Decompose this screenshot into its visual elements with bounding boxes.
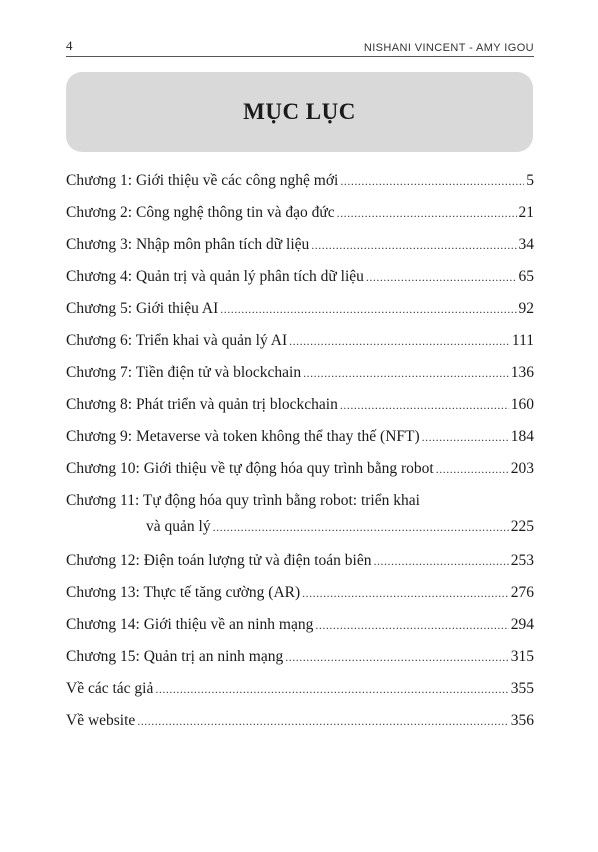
- page-header: [66, 34, 534, 57]
- toc-entry-page: 65: [518, 268, 534, 285]
- toc-entry-page: 92: [518, 300, 534, 317]
- dot-leader: [366, 264, 517, 290]
- dot-leader: [315, 612, 508, 638]
- toc-entry-title: Chương 2: Công nghệ thông tin và đạo đức: [66, 204, 335, 221]
- toc-entry-page: 136: [510, 364, 534, 381]
- toc-entry-page: 184: [510, 428, 534, 445]
- toc-entry-page: 355: [510, 680, 534, 697]
- toc-entry[interactable]: [66, 200, 534, 232]
- dot-leader: [340, 168, 524, 194]
- toc-entry-page: 253: [510, 552, 534, 569]
- toc-entry-title: Về website: [66, 712, 136, 729]
- toc-entry[interactable]: [66, 360, 534, 392]
- toc-entry[interactable]: [66, 676, 534, 708]
- toc-entry-title: Chương 15: Quản trị an ninh mạng: [66, 648, 284, 665]
- dot-leader: [137, 708, 508, 734]
- dot-leader: [220, 296, 516, 322]
- toc-entry-page: 225: [510, 518, 534, 535]
- toc-entry-title: Chương 3: Nhập môn phân tích dữ liệu: [66, 236, 310, 253]
- toc-entry-page: 356: [510, 712, 534, 729]
- dot-leader: [303, 360, 509, 386]
- toc-entry[interactable]: [66, 168, 534, 200]
- toc-entry-title: Chương 7: Tiền điện tử và blockchain: [66, 364, 302, 381]
- table-of-contents: [66, 168, 534, 740]
- toc-entry-title: Chương 8: Phát triển và quản trị blockchain: [66, 396, 338, 413]
- toc-entry[interactable]: [66, 424, 534, 456]
- toc-entry-title: Chương 10: Giới thiệu về tự động hóa quy trình bằng robot: [66, 460, 434, 477]
- dot-leader: [285, 644, 509, 670]
- toc-entry-page: 160: [510, 396, 534, 413]
- toc-entry-title-continued: và quản lý: [146, 518, 211, 535]
- dot-leader: [155, 676, 508, 702]
- toc-entry[interactable]: [66, 328, 534, 360]
- toc-entry[interactable]: [66, 708, 534, 740]
- toc-entry-title: Chương 12: Điện toán lượng tử và điện toán biên: [66, 552, 372, 569]
- toc-entry-page: 5: [526, 172, 534, 189]
- toc-entry[interactable]: [66, 296, 534, 328]
- dot-leader: [213, 514, 509, 540]
- toc-entry-page: 203: [510, 460, 534, 477]
- toc-entry-title: Chương 13: Thực tế tăng cường (AR): [66, 584, 301, 601]
- toc-entry-page: 34: [518, 236, 534, 253]
- toc-entry[interactable]: [66, 264, 534, 296]
- toc-entry[interactable]: [66, 612, 534, 644]
- toc-entry-title: Về các tác giả: [66, 680, 154, 697]
- dot-leader: [373, 548, 508, 574]
- page-title: MỤC LỤC: [243, 99, 356, 124]
- toc-entry-title: Chương 14: Giới thiệu về an ninh mạng: [66, 616, 314, 633]
- page-number: 4: [66, 38, 73, 53]
- toc-entry-title: Chương 1: Giới thiệu về các công nghệ mới: [66, 172, 339, 189]
- dot-leader: [422, 424, 509, 450]
- toc-entry-page: 315: [510, 648, 534, 665]
- toc-entry[interactable]: [66, 548, 534, 580]
- title-box: [66, 72, 533, 152]
- toc-entry-title: Chương 11: Tự động hóa quy trình bằng robot: triển khai: [66, 492, 420, 509]
- toc-entry-title: Chương 6: Triển khai và quản lý AI: [66, 332, 288, 349]
- dot-leader: [436, 456, 509, 482]
- toc-entry-title: Chương 9: Metaverse và token không thể thay thế (NFT): [66, 428, 420, 445]
- toc-entry-page: 294: [510, 616, 534, 633]
- toc-entry[interactable]: [66, 456, 534, 488]
- toc-entry[interactable]: [66, 232, 534, 264]
- toc-entry[interactable]: [66, 644, 534, 676]
- toc-entry-title: Chương 4: Quản trị và quản lý phân tích dữ liệu: [66, 268, 364, 285]
- dot-leader: [337, 200, 517, 226]
- toc-entry-page: 111: [511, 332, 534, 349]
- dot-leader: [289, 328, 510, 354]
- dot-leader: [311, 232, 516, 258]
- toc-entry[interactable]: [66, 392, 534, 424]
- toc-entry-page: 21: [518, 204, 534, 221]
- toc-entry[interactable]: [66, 580, 534, 612]
- dot-leader: [302, 580, 509, 606]
- toc-entry-page: 276: [510, 584, 534, 601]
- running-head: NISHANI VINCENT - AMY IGOU: [363, 42, 534, 54]
- toc-entry-title: Chương 5: Giới thiệu AI: [66, 300, 219, 317]
- toc-entry[interactable]: [66, 488, 534, 548]
- dot-leader: [340, 392, 509, 418]
